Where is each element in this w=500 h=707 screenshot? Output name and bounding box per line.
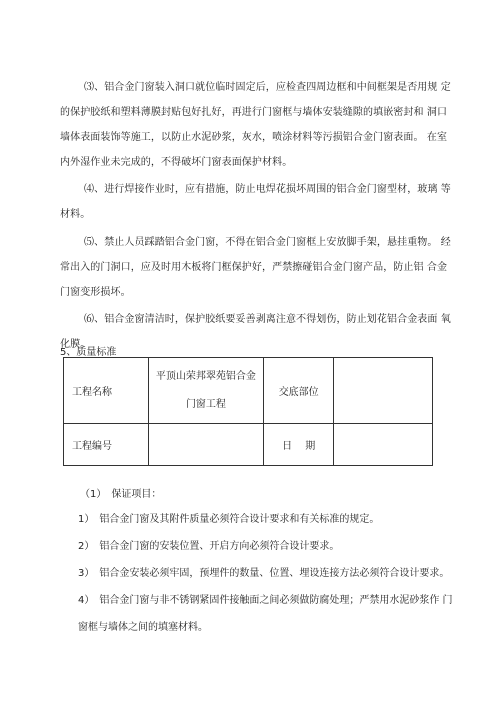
project-no-value bbox=[148, 424, 264, 466]
handover-label: 交底部位 bbox=[264, 358, 334, 424]
guarantee-item-3: 3） 铝合金安装必须牢固，预埋件的数量、位置、埋设连接方法必须符合设计要求。 bbox=[78, 568, 450, 579]
project-name-line1: 平顶山荣邦翠苑铝合金 bbox=[155, 370, 256, 382]
date-label: 日 期 bbox=[264, 424, 334, 466]
guarantee-item-2: 2） 铝合金门窗的安装位置、开启方向必须符合设计要求。 bbox=[78, 541, 340, 552]
handover-info-table bbox=[63, 357, 433, 466]
project-no-label: 工程编号 bbox=[64, 424, 149, 466]
project-name-label: 工程名称 bbox=[64, 358, 149, 424]
handover-value bbox=[334, 358, 433, 424]
guarantee-item-1: 1） 铝合金门窗及其附件质量必须符合设计要求和有关标准的规定。 bbox=[78, 514, 380, 525]
project-name-line2: 门窗工程 bbox=[185, 398, 226, 410]
date-value bbox=[334, 424, 433, 466]
paragraph-cleaning: ⑹、铝合金窗清洁时，保护胶纸要妥善剥离注意不得划伤，防止划花铝合金表面 氧化膜。 bbox=[60, 314, 451, 350]
paragraph-no-stepping: ⑸、禁止人员踩踏铝合金门窗，不得在铝合金门窗框上安放脚手架，悬挂重物。 经常出入的门洞口，应及时用木板将门框保护好，严禁擦碰铝合金门窗产品，防止铝 合金门窗变形损坏。 bbox=[60, 237, 451, 298]
paragraph-protection-film: ⑶、铝合金门窗装入洞口就位临时固定后，应检查四周边框和中间框架是否用规 定的保护胶纸和塑料薄膜封贴包好扎好，再进行门窗框与墙体安装缝隙的填嵌密封和 洞口墙体表面装饰等施工，以防止水泥砂浆，灰水，喷涂材料等污损铝合金门窗表面。 在室内外湿作业未完成的，不得破坏门窗表面保护材料。 bbox=[60, 82, 451, 168]
guarantee-items-title: （1） 保证项目： bbox=[80, 489, 162, 500]
paragraph-welding: ⑷、进行焊接作业时，应有措施，防止电焊花损坏周围的铝合金门窗型材，玻璃 等材料。 bbox=[60, 184, 451, 220]
project-name-value bbox=[148, 358, 264, 424]
section-title-quality-standard: 5、质量标准 bbox=[60, 347, 117, 358]
guarantee-item-4: 4） 铝合金门窗与非不锈钢紧固件接触面之间必须做防腐处理；严禁用水泥砂浆作 门窗框与墙体之间的填塞材料。 bbox=[78, 595, 453, 633]
